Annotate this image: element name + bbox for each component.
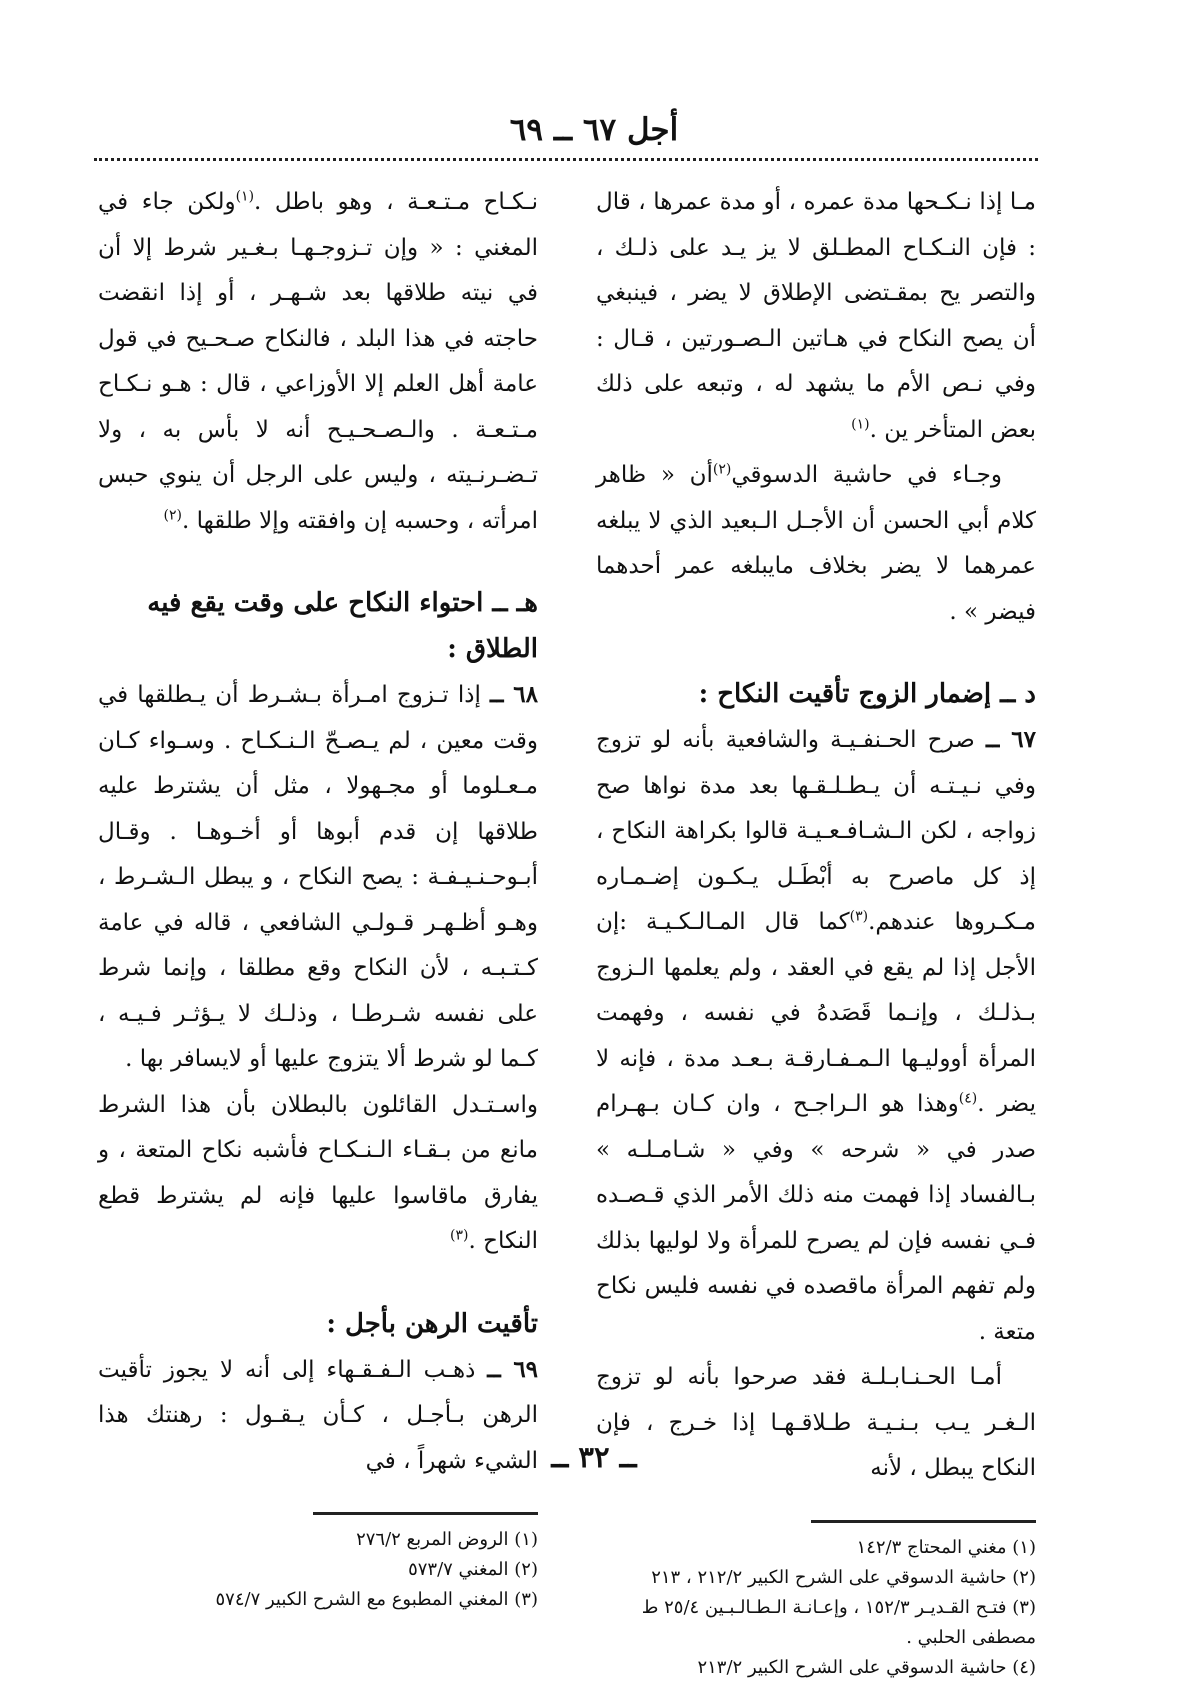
footnote: (٢) حاشية الدسوقي على الشرح الكبير ٢١٢/٢ ، ٢١٣ xyxy=(651,1566,1036,1588)
section-number: ٦٩ ــ xyxy=(487,1355,539,1383)
footnote: (١) مغني المحتاج ١٤٢/٣ xyxy=(856,1536,1036,1558)
page-number: ــ ٣٢ ــ xyxy=(551,1440,637,1474)
footnote-marker: (٣) xyxy=(450,1227,469,1244)
paragraph xyxy=(98,180,538,544)
paragraph-text: ولكن جاء في المغني : « وإن تـزوجـهـا بـغـير شرط إلا أن في نيته طلاقها بعد شـهـر ، أو إذا انقضت حاجته في هذا البلد ، فالنكاح صـحـيح في قول عامة أهل العلم إلا الأوزاعي ، قال : هـو نـكـاح مـتـعـة . والـصـحـيـح أنه لا بأس به ، ولا تـضـرنـيته ، وليس على الرجل أن ينوي حبس امرأته ، وحسبه إن وافقته وإلا طلقها . xyxy=(98,189,538,534)
footnote-marker: (٤) xyxy=(958,1090,978,1107)
paragraph xyxy=(596,180,1036,453)
section-heading: د ــ إضمار الزوج تأقيت النكاح : xyxy=(698,679,1036,709)
section-number: ٦٧ ــ xyxy=(985,726,1037,753)
paragraph-text: كما قال المـالـكـيـة :إن الأجل إذا لم يقع في العقد ، ولم يعلمها الـزوج بـذلـك ، وإنـما قَصَدهُ في نفسه ، وفهمت المرأة أووليـها الـمـفـارقـة بـعـد مدة ، فإنه لا يضر . xyxy=(596,909,1036,1117)
paragraph xyxy=(596,717,1036,1355)
paragraph-text: صرح الحـنفـيـة والشافعية بأنه لو تزوج وفي نـيـتـه أن يـطـلـقـها بعد مدة نواها صح زواجه ، لكن الـشـافـعـيـة قالوا بكراهة النكاح ، إذ كل ماصرح به أبْطَـل يـكـون إضـمـاره مـكـروها عندهم. xyxy=(596,727,1036,935)
paragraph xyxy=(98,1083,538,1265)
footnote-marker: (٢) xyxy=(712,461,732,478)
paragraph-text: واسـتـدل القائلون بالبطلان بأن هذا الشرط مانع من بـقـاء الـنـكـاح فأشبه نكاح المتعة ، و يفارق ماقاسوا عليها فإنه لم يشترط قطع النكاح . xyxy=(98,1091,538,1254)
footnote-marker: (١) xyxy=(235,188,255,205)
spacer xyxy=(596,635,1036,671)
paragraph-text: نـكـاح مـتـعـة ، وهو باطل . xyxy=(254,189,538,215)
footnote: (١) الروض المربع ٢٧٦/٢ xyxy=(356,1529,538,1550)
section-heading: تأقيت الرهن بأجل : xyxy=(326,1308,538,1339)
header-dotted-rule xyxy=(94,158,1038,161)
paragraph-text: مـا إذا نـكـحها مدة عمره ، أو مدة عمرها ، قال : فإن النـكـاح المطـلق لا يز يـد على ذلـك ، والتصر يح بمقـتضى الإطلاق لا يضر ، فينبغي أن يصح النكاح في هـاتين الـصـورتين ، قـال : وفي نـص الأم ما يشهد له ، وتبعه على ذلك بعض المتأخر ين . xyxy=(596,189,1036,443)
paragraph xyxy=(98,672,538,1083)
spacer xyxy=(596,1492,1036,1520)
paragraph-text: وهذا هو الـراجـح ، وان كـان بـهـرام صدر في « شرحه » وفي « شـامـلـه » بـالفساد إذا فهمت منه ذلك الأمر الذي قـصـده فـي نفسه فإن لم يصرح للمرأة ولا لوليها بذلك ولم تفهم المرأة ماقصده في نفسه فليس نكاح متعة . xyxy=(596,1091,1036,1345)
spacer xyxy=(98,544,538,580)
paragraph-text: أمـا الحـنـابـلـة فقد صرحوا بأنه لو تزوج الـغـر يـب بـنـيـة طـلاقـهـا إذا خـرج ، فإن النكاح يبطل ، لأنه xyxy=(596,1364,1036,1481)
section-heading: هـ ــ احتواء النكاح على وقت يقع فيه الطلاق : xyxy=(147,588,538,664)
paragraph-text: إذا تـزوج امـرأة بـشـرط أن يـطلقها في وقت معين ، لم يـصـحّ الـنـكـاح . وسـواء كـان مـعـلوما أو مجـهولا ، مثل أن يشترط عليه طلاقها إن قدم أبوها أو أخـوهـا . وقـال أبـوحـنـيـفـة : يصح النكاح ، و يبطل الـشـرط ، وهـو أظـهـر قـولـي الشافعي ، قاله في عامة كـتـبـه ، لأن النكاح وقع مطلقا ، وإنما شرط على نفسه شـرطـا ، وذلـك لا يـؤثـر فـيـه ، كـما لو شرط ألا يتزوج عليها أو لايسافر بها . xyxy=(98,682,538,1072)
section-number: ٦٨ ــ xyxy=(489,681,539,708)
footnote: (٢) المغني ٥٧٣/٧ xyxy=(408,1559,538,1580)
paragraph-text: وجـاء في حاشية الدسوقي xyxy=(731,462,1002,488)
footnote: (٣) المغني المطبوع مع الشرح الكبير ٥٧٤/٧ xyxy=(215,1589,538,1610)
spacer xyxy=(98,1484,538,1512)
left-column xyxy=(98,180,538,1615)
footnote: (٣) فتـح القـديـر ١٥٢/٣ ، وإعـانـة الـطـالـبـين ٢٥/٤ ط مصطفى الحلبي . xyxy=(641,1596,1036,1648)
footnote: (٤) حاشية الدسوقي على الشرح الكبير ٢١٣/٢ xyxy=(697,1656,1036,1678)
paragraph xyxy=(596,453,1036,635)
footnote-marker: (٢) xyxy=(163,506,182,523)
footnote-marker: (٣) xyxy=(849,908,869,925)
paragraph-text: أن « ظاهر كلام أبي الحسن أن الأجـل الـبعيد الذي لا يبلغه عمرهما لا يضر بخلاف مايبلغه عمر أحدهما فيضر » . xyxy=(596,462,1036,625)
spacer xyxy=(98,1265,538,1301)
footnote-marker: (١) xyxy=(851,415,870,432)
running-head: أجل ٦٧ ــ ٦٩ xyxy=(509,112,679,148)
paragraph-text: ذهـب الـفـقـهاء إلى أنه لا يجوز تأقيت الرهن بـأجـل ، كـأن يـقـول : رهنتك هذا الشيء شهراً ، في xyxy=(98,1356,538,1474)
